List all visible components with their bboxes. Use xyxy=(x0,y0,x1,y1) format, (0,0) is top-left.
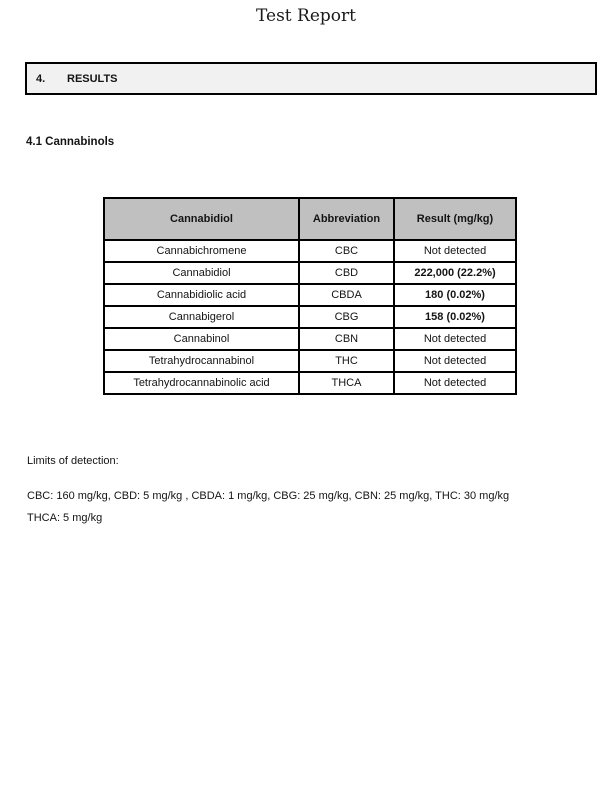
document-title: Test Report xyxy=(256,6,356,26)
abbreviation-cell: CBN xyxy=(299,328,394,350)
column-header-cannabidiol: Cannabidiol xyxy=(104,198,299,240)
table-row xyxy=(104,372,516,394)
abbreviation-cell: THC xyxy=(299,350,394,372)
limits-of-detection-values-line-2: THCA: 5 mg/kg xyxy=(27,512,103,524)
table-row xyxy=(104,284,516,306)
subsection-heading: 4.1 Cannabinols xyxy=(26,136,115,148)
table-row xyxy=(104,306,516,328)
result-cell: 222,000 (22.2%) xyxy=(394,262,516,284)
cannabinols-table xyxy=(103,197,517,395)
column-header-abbreviation: Abbreviation xyxy=(299,198,394,240)
table-row xyxy=(104,350,516,372)
abbreviation-cell: CBDA xyxy=(299,284,394,306)
analyte-name-cell: Tetrahydrocannabinolic acid xyxy=(104,372,299,394)
section-heading: RESULTS xyxy=(67,72,118,85)
table-row xyxy=(104,328,516,350)
result-cell: Not detected xyxy=(394,350,516,372)
table-row xyxy=(104,262,516,284)
analyte-name-cell: Cannabidiol xyxy=(104,262,299,284)
abbreviation-cell: CBG xyxy=(299,306,394,328)
limits-of-detection-label: Limits of detection: xyxy=(27,455,119,467)
results-section-header xyxy=(25,62,597,95)
table-row xyxy=(104,240,516,262)
abbreviation-cell: THCA xyxy=(299,372,394,394)
result-cell: 158 (0.02%) xyxy=(394,306,516,328)
table-header-row xyxy=(104,198,516,240)
result-cell: 180 (0.02%) xyxy=(394,284,516,306)
analyte-name-cell: Cannabidiolic acid xyxy=(104,284,299,306)
result-cell: Not detected xyxy=(394,372,516,394)
result-cell: Not detected xyxy=(394,328,516,350)
column-header-result: Result (mg/kg) xyxy=(394,198,516,240)
analyte-name-cell: Tetrahydrocannabinol xyxy=(104,350,299,372)
abbreviation-cell: CBC xyxy=(299,240,394,262)
limits-of-detection-values-line-1: CBC: 160 mg/kg, CBD: 5 mg/kg , CBDA: 1 mg/kg, CBG: 25 mg/kg, CBN: 25 mg/kg, THC: 30 mg/kg xyxy=(27,490,510,502)
analyte-name-cell: Cannabichromene xyxy=(104,240,299,262)
section-number: 4. xyxy=(36,72,46,85)
abbreviation-cell: CBD xyxy=(299,262,394,284)
analyte-name-cell: Cannabinol xyxy=(104,328,299,350)
result-cell: Not detected xyxy=(394,240,516,262)
analyte-name-cell: Cannabigerol xyxy=(104,306,299,328)
